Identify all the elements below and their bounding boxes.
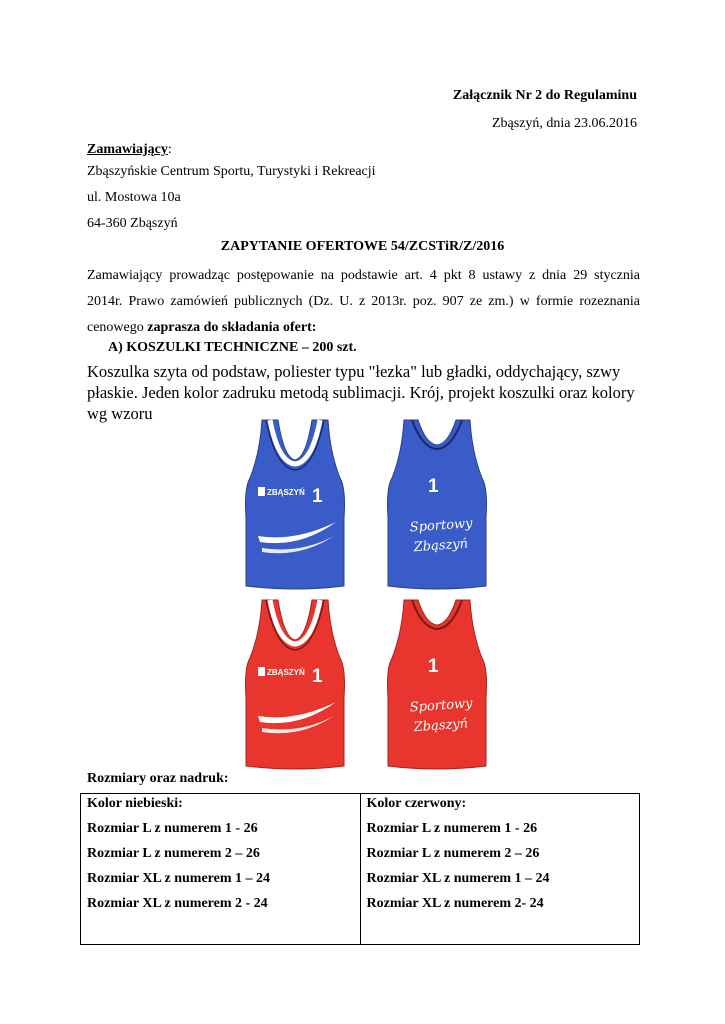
red-row-1: Rozmiar L z numerem 1 - 26 [366, 821, 538, 836]
blue-row-4: Rozmiar XL z numerem 2 - 24 [87, 896, 268, 911]
description-line-2: płaskie. Jeden kolor zadruku metodą sublimacji. Krój, projekt koszulki oraz kolory [87, 383, 635, 402]
orderer-city: 64-360 Zbąszyń [87, 216, 178, 231]
red-back-number: 1 [428, 656, 439, 677]
blue-row-2: Rozmiar L z numerem 2 – 26 [87, 846, 260, 861]
blue-back-number: 1 [428, 476, 439, 497]
blue-header: Kolor niebieski: [87, 796, 183, 811]
intro-line-3 [87, 315, 640, 341]
blue-back-text-2: Zbąszyń [413, 536, 469, 556]
intro-line-1: Zamawiający prowadząc postępowanie na podstawie art. 4 pkt 8 ustawy z dnia 29 stycznia [87, 268, 640, 283]
red-back-text-2: Zbąszyń [413, 716, 469, 736]
red-shirt-front [240, 598, 350, 770]
sizes-label: Rozmiary oraz nadruk: [87, 771, 229, 786]
red-header: Kolor czerwony: [366, 796, 467, 811]
blue-front-logo-text: ZBĄSZYŃ [267, 488, 305, 497]
red-front-logo-box [258, 667, 265, 676]
intro-paragraph [87, 263, 640, 341]
red-front-body [246, 600, 345, 769]
document-title: ZAPYTANIE OFERTOWE 54/ZCSTiR/Z/2016 [220, 239, 505, 254]
blue-shirt-back [382, 418, 492, 590]
description-line-1: Koszulka szyta od podstaw, poliester typu "łezka" lub gładki, oddychający, szwy [87, 362, 621, 381]
blue-shirt-front [240, 418, 350, 590]
description-paragraph [87, 361, 647, 424]
blue-row-1: Rozmiar L z numerem 1 - 26 [87, 821, 258, 836]
blue-front-body [246, 420, 345, 589]
red-front-logo-text: ZBĄSZYŃ [267, 668, 305, 677]
intro-line-3-bold: zaprasza do składania ofert: [147, 320, 317, 335]
description-line-3: wg wzoru [87, 404, 153, 423]
red-column [360, 794, 640, 945]
intro-line-3-normal: cenowego [87, 320, 148, 335]
blue-front-number: 1 [312, 486, 323, 507]
blue-back-body [388, 420, 487, 589]
red-front-number: 1 [312, 666, 323, 687]
intro-line-2: 2014r. Prawo zamówień publicznych (Dz. U. z 2013r. poz. 907 ze zm.) w formie rozeznania [87, 294, 640, 309]
sizes-table [80, 793, 640, 945]
orderer-street: ul. Mostowa 10a [87, 190, 181, 205]
orderer-label-text: Zamawiający [87, 142, 168, 157]
sizes-table-row [81, 794, 640, 945]
section-a-heading: A) KOSZULKI TECHNICZNE – 200 szt. [108, 340, 357, 355]
blue-back-text-1: Sportowy [409, 516, 473, 536]
blue-front-logo-box [258, 487, 265, 496]
red-row-3: Rozmiar XL z numerem 1 – 24 [366, 871, 550, 886]
red-back-body [388, 600, 487, 769]
blue-row-3: Rozmiar XL z numerem 1 – 24 [87, 871, 271, 886]
blue-column [81, 794, 361, 945]
orderer-label [87, 141, 172, 158]
red-shirt-back [382, 598, 492, 770]
attachment-title: Załącznik Nr 2 do Regulaminu [452, 88, 637, 103]
orderer-label-colon: : [167, 142, 172, 157]
red-row-2: Rozmiar L z numerem 2 – 26 [366, 846, 540, 861]
place-date: Zbąszyń, dnia 23.06.2016 [491, 116, 637, 131]
red-back-text-1: Sportowy [409, 696, 473, 716]
red-row-4: Rozmiar XL z numerem 2- 24 [366, 896, 544, 911]
orderer-name: Zbąszyńskie Centrum Sportu, Turystyki i Rekreacji [87, 164, 376, 179]
